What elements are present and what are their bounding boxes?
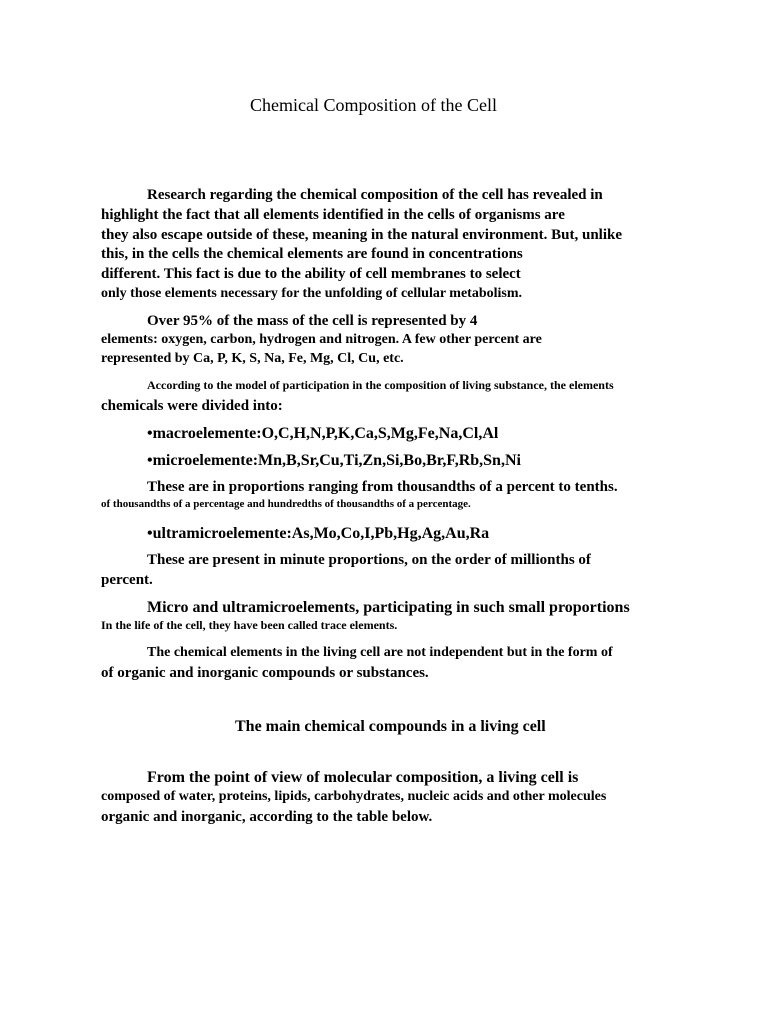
section-heading: The main chemical compounds in a living cell <box>235 718 546 735</box>
document-title: Chemical Composition of the Cell <box>250 95 497 115</box>
paragraph-4-line-1: These are in proportions ranging from thousandths of a percent to tenths. <box>147 479 618 495</box>
paragraph-8-line-3: organic and inorganic, according to the table below. <box>101 809 433 825</box>
paragraph-6-line-2: In the life of the cell, they have been called trace elements. <box>101 618 398 632</box>
paragraph-7-line-1: The chemical elements in the living cell are not independent but in the form of <box>147 645 613 660</box>
paragraph-1-line-2: highlight the fact that all elements identified in the cells of organisms are <box>101 207 565 223</box>
paragraph-4-line-2: of thousandths of a percentage and hundredths of thousandths of a percentage. <box>101 498 471 510</box>
ultramicroelements-list: •ultramicroelemente:As,Mo,Co,I,Pb,Hg,Ag,Au,Ra <box>147 525 490 542</box>
paragraph-1-line-5: different. This fact is due to the ability of cell membranes to select <box>101 266 521 282</box>
macroelements-list: •macroelemente:O,C,H,N,P,K,Ca,S,Mg,Fe,Na,Cl,Al <box>147 425 499 442</box>
paragraph-2-line-3: represented by Ca, P, K, S, Na, Fe, Mg, Cl, Cu, etc. <box>101 351 404 366</box>
paragraph-5-line-2: percent. <box>101 572 153 588</box>
paragraph-5-line-1: These are present in minute proportions, on the order of millionths of <box>147 552 591 568</box>
paragraph-2-line-1: Over 95% of the mass of the cell is represented by 4 <box>147 313 478 329</box>
paragraph-7-line-2: of organic and inorganic compounds or substances. <box>101 665 429 681</box>
microelements-list: •microelemente:Mn,B,Sr,Cu,Ti,Zn,Si,Bo,Br,F,Rb,Sn,Ni <box>147 452 521 469</box>
paragraph-1-line-4: this, in the cells the chemical elements are found in concentrations <box>101 246 523 262</box>
paragraph-6-line-1: Micro and ultramicroelements, participating in such small proportions <box>147 599 630 616</box>
paragraph-8-line-1: From the point of view of molecular composition, a living cell is <box>147 769 579 786</box>
paragraph-3-line-1: According to the model of participation in the composition of living substance, the elements <box>147 378 614 392</box>
paragraph-1-line-6: only those elements necessary for the unfolding of cellular metabolism. <box>101 286 523 301</box>
paragraph-1-line-3: they also escape outside of these, meaning in the natural environment. But, unlike <box>101 227 622 243</box>
paragraph-2-line-2: elements: oxygen, carbon, hydrogen and nitrogen. A few other percent are <box>101 332 542 347</box>
paragraph-1-line-1: Research regarding the chemical composition of the cell has revealed in <box>147 187 603 203</box>
paragraph-8-line-2: composed of water, proteins, lipids, carbohydrates, nucleic acids and other molecules <box>101 789 607 804</box>
paragraph-3-line-2: chemicals were divided into: <box>101 398 283 414</box>
